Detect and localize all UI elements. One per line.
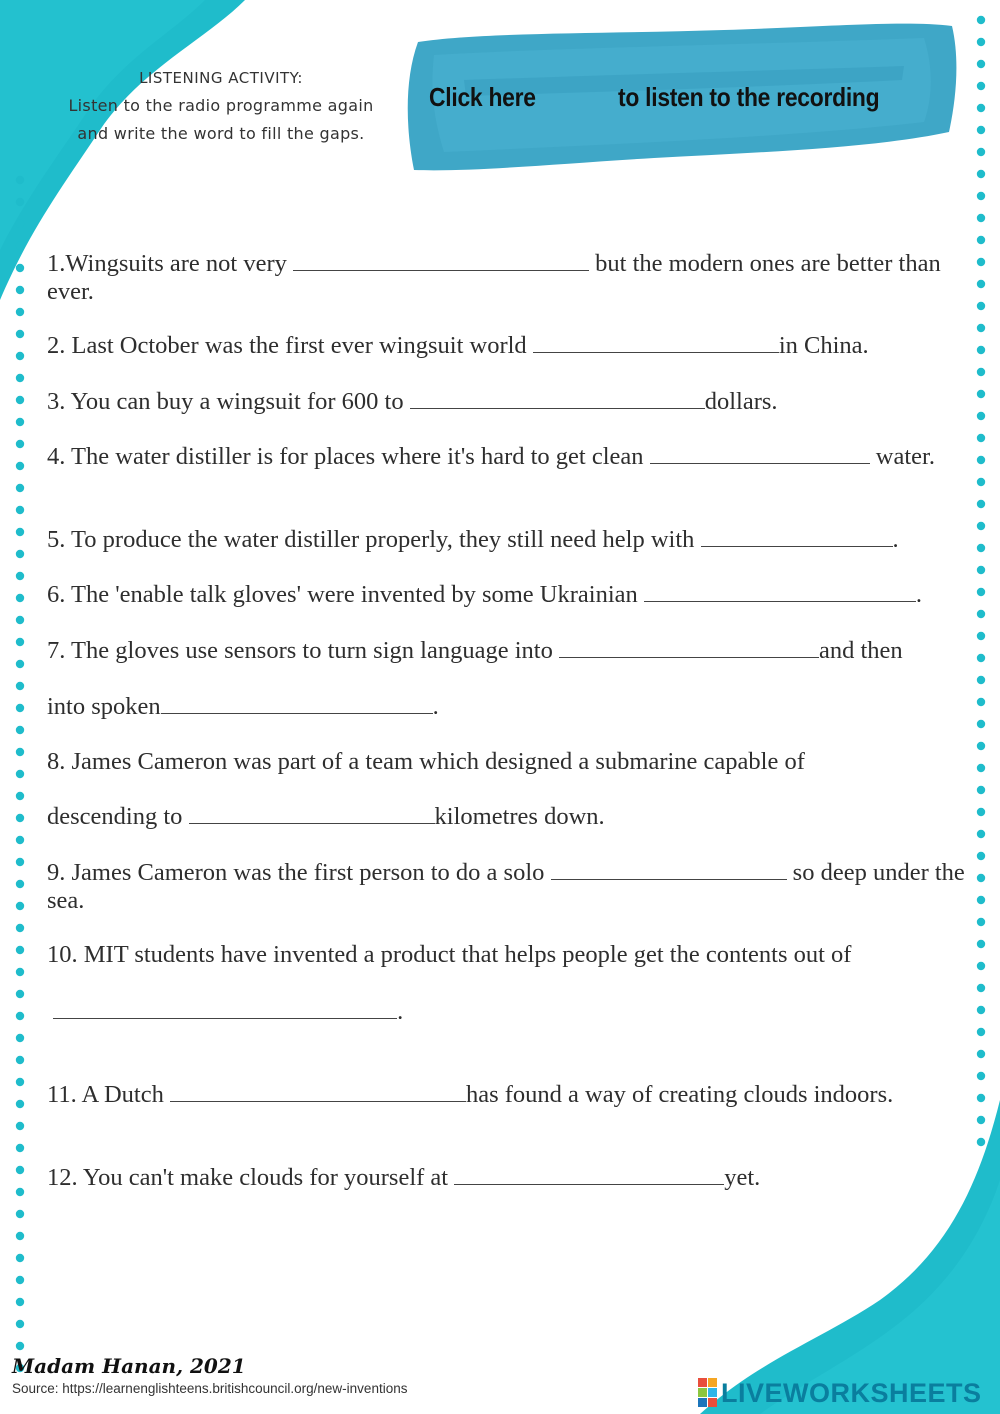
question-3: 3. You can buy a wingsuit for 600 to dollars. (47, 388, 778, 415)
border-dot (16, 1276, 24, 1284)
border-dot (977, 1006, 985, 1014)
question-12: 12. You can't make clouds for yourself at yet. (47, 1164, 761, 1191)
border-dot (16, 176, 24, 184)
border-dot (977, 566, 985, 574)
border-dot (977, 984, 985, 992)
answer-gap-7a[interactable] (559, 637, 819, 658)
answer-gap-9[interactable] (551, 859, 787, 880)
border-dot (16, 836, 24, 844)
border-dot (977, 1072, 985, 1080)
liveworksheets-logo-mark (698, 1378, 718, 1408)
border-dot (16, 594, 24, 602)
border-dot (977, 1050, 985, 1058)
border-dot (977, 368, 985, 376)
border-dot (977, 148, 985, 156)
border-dot (16, 1078, 24, 1086)
border-dot (16, 1122, 24, 1130)
border-dot (16, 242, 24, 250)
border-dot (16, 814, 24, 822)
border-dot (977, 830, 985, 838)
border-dot (977, 654, 985, 662)
question-5: 5. To produce the water distiller properly, they still need help with . (47, 526, 899, 553)
border-dot (16, 1254, 24, 1262)
border-dot (977, 478, 985, 486)
border-dot (16, 990, 24, 998)
border-dot (16, 1056, 24, 1064)
border-dot (977, 852, 985, 860)
border-dot (977, 38, 985, 46)
border-dot (16, 924, 24, 932)
border-dot (977, 588, 985, 596)
border-dot (977, 500, 985, 508)
border-dot (16, 1012, 24, 1020)
border-dot (16, 660, 24, 668)
instructions (60, 64, 382, 148)
border-dot (977, 940, 985, 948)
answer-gap-1[interactable] (293, 250, 589, 271)
border-dot (977, 522, 985, 530)
answer-gap-6[interactable] (644, 581, 916, 602)
answer-gap-11[interactable] (170, 1081, 466, 1102)
border-dot (16, 462, 24, 470)
border-dot (977, 82, 985, 90)
border-dot (16, 550, 24, 558)
dotted-border-left (16, 176, 24, 1372)
question-10-continued: . (47, 998, 975, 1026)
question-8-continued: descending to kilometres down. (47, 803, 605, 830)
border-dot (16, 946, 24, 954)
question-7-continued: into spoken . (47, 693, 439, 720)
border-dot (16, 264, 24, 272)
question-8: 8. James Cameron was part of a team which designed a submarine capable of (47, 748, 805, 775)
answer-gap-8[interactable] (189, 803, 435, 824)
border-dot (16, 1210, 24, 1218)
answer-gap-3[interactable] (410, 388, 705, 409)
border-dot (16, 1232, 24, 1240)
border-dot (977, 434, 985, 442)
border-dot (16, 374, 24, 382)
border-dot (16, 220, 24, 228)
border-dot (977, 1094, 985, 1102)
border-dot (977, 60, 985, 68)
border-dot (16, 286, 24, 294)
border-dot (977, 874, 985, 882)
border-dot (16, 968, 24, 976)
border-dot (16, 1188, 24, 1196)
border-dot (977, 302, 985, 310)
border-dot (977, 918, 985, 926)
question-6: 6. The 'enable talk gloves' were invented by some Ukrainian . (47, 581, 923, 608)
instructions-body: Listen to the radio programme again and write the word to fill the gaps. (68, 96, 374, 143)
border-dot (16, 682, 24, 690)
border-dot (16, 1100, 24, 1108)
border-dot (16, 198, 24, 206)
answer-gap-10[interactable] (53, 998, 397, 1019)
border-dot (16, 528, 24, 536)
dotted-border-right (977, 16, 985, 1146)
recording-banner[interactable] (404, 20, 960, 178)
border-dot (16, 880, 24, 888)
border-dot (977, 698, 985, 706)
question-2: 2. Last October was the first ever wingsuit world in China. (47, 332, 869, 359)
border-dot (977, 610, 985, 618)
question-11: 11. A Dutch has found a way of creating clouds indoors. (47, 1081, 894, 1108)
listen-recording-link[interactable]: to listen to the recording (618, 82, 880, 112)
border-dot (977, 170, 985, 178)
border-dot (977, 192, 985, 200)
click-here-link[interactable]: Click here (429, 82, 536, 112)
answer-gap-7b[interactable] (161, 693, 433, 714)
border-dot (977, 720, 985, 728)
border-dot (16, 330, 24, 338)
question-7: 7. The gloves use sensors to turn sign language into and then (47, 637, 903, 664)
border-dot (16, 902, 24, 910)
border-dot (977, 1028, 985, 1036)
border-dot (977, 742, 985, 750)
border-dot (16, 616, 24, 624)
border-dot (977, 280, 985, 288)
question-9: 9. James Cameron was the first person to do a solo so deep under the sea. (47, 859, 971, 914)
border-dot (977, 324, 985, 332)
border-dot (977, 544, 985, 552)
border-dot (16, 704, 24, 712)
border-dot (16, 418, 24, 426)
border-dot (16, 858, 24, 866)
border-dot (977, 214, 985, 222)
border-dot (977, 786, 985, 794)
author-signature: Madam Hanan, 2021 (12, 1354, 246, 1378)
border-dot (977, 896, 985, 904)
border-dot (977, 676, 985, 684)
border-dot (977, 258, 985, 266)
border-dot (977, 390, 985, 398)
answer-gap-2[interactable] (533, 332, 779, 353)
border-dot (16, 1034, 24, 1042)
question-10: 10. MIT students have invented a product that helps people get the contents out of (47, 941, 852, 968)
border-dot (977, 1116, 985, 1124)
source-text: Source: https://learnenglishteens.britishcouncil.org/new-inventions (12, 1381, 408, 1396)
question-1: 1.Wingsuits are not very but the modern ones are better than ever. (47, 250, 947, 305)
border-dot (977, 764, 985, 772)
border-dot (16, 572, 24, 580)
border-dot (977, 412, 985, 420)
border-dot (977, 632, 985, 640)
border-dot (16, 1166, 24, 1174)
border-dot (16, 352, 24, 360)
answer-gap-12[interactable] (454, 1164, 724, 1185)
border-dot (16, 1298, 24, 1306)
border-dot (977, 456, 985, 464)
border-dot (977, 808, 985, 816)
border-dot (977, 346, 985, 354)
border-dot (16, 1144, 24, 1152)
border-dot (977, 1138, 985, 1146)
border-dot (16, 1320, 24, 1328)
liveworksheets-logo[interactable] (698, 1378, 982, 1408)
border-dot (977, 126, 985, 134)
border-dot (16, 308, 24, 316)
border-dot (16, 792, 24, 800)
answer-gap-5[interactable] (701, 526, 893, 547)
border-dot (16, 638, 24, 646)
liveworksheets-logo-text: LIVEWORKSHEETS (721, 1377, 982, 1408)
question-4: 4. The water distiller is for places where it's hard to get clean water. (47, 443, 935, 470)
border-dot (16, 396, 24, 404)
border-dot (977, 962, 985, 970)
border-dot (16, 1342, 24, 1350)
instructions-title: LISTENING ACTIVITY: (139, 69, 303, 87)
answer-gap-4[interactable] (650, 443, 870, 464)
border-dot (977, 104, 985, 112)
border-dot (16, 484, 24, 492)
border-dot (977, 236, 985, 244)
border-dot (16, 506, 24, 514)
border-dot (16, 770, 24, 778)
border-dot (16, 748, 24, 756)
border-dot (16, 440, 24, 448)
border-dot (16, 726, 24, 734)
border-dot (977, 16, 985, 24)
